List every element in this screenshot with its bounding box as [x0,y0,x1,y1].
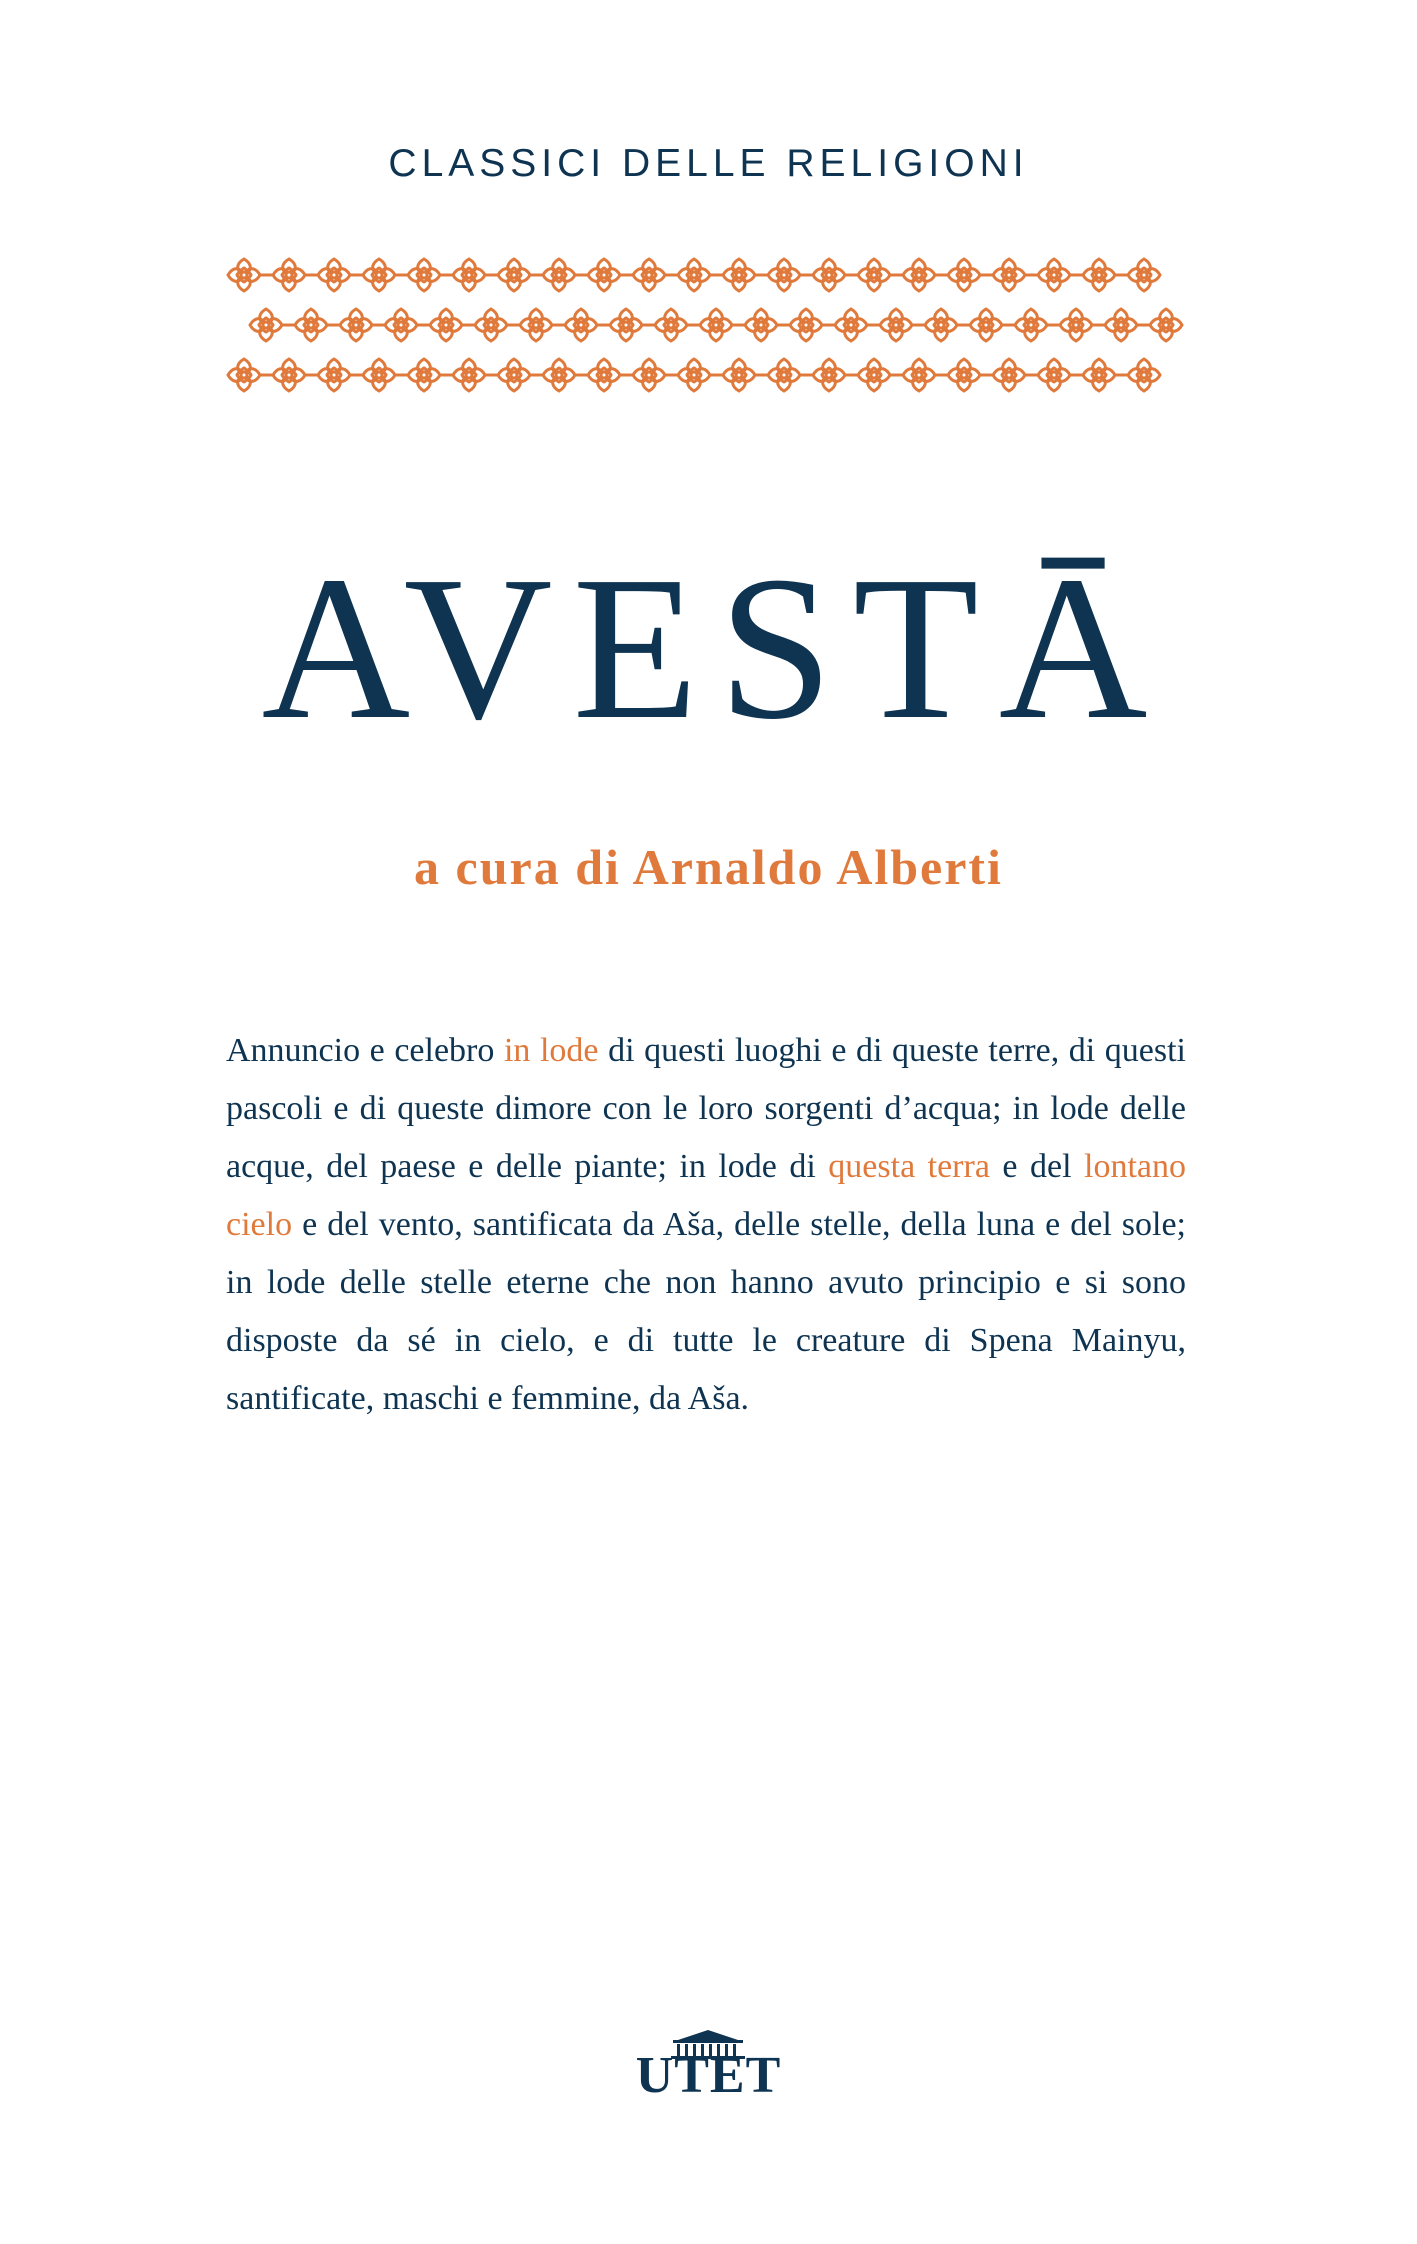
ornament-motif [318,359,350,391]
ornament-border [226,255,1191,455]
ornament-motif [228,259,260,291]
ornament-motif [993,259,1025,291]
ornament-motif [498,259,530,291]
ornament-motif [1105,309,1137,341]
ornament-motif [588,259,620,291]
ornament-motif [453,359,485,391]
ornament-motif [318,259,350,291]
quote-text: e del [989,1148,1085,1185]
ornament-motif [745,309,777,341]
quote-text: Annuncio e celebro [226,1032,504,1069]
ornament-motif [1128,259,1160,291]
ornament-motif [408,359,440,391]
ornament-motif [295,309,327,341]
ornament-motif [700,309,732,341]
ornament-motif [835,309,867,341]
ornament-motif [678,359,710,391]
ornament-motif [993,359,1025,391]
ornament-motif [1060,309,1092,341]
ornament-motif [1128,359,1160,391]
ornament-motif [543,259,575,291]
quote-text: di questi luoghi e di queste terre, di questi pascoli e di queste dimore con le loro sorgenti d’acqua; in lode delle acque, del paese e delle piante; in lode di [226,1032,1187,1185]
ornament-row [228,359,1160,391]
ornament-motif [903,359,935,391]
ornament-motif [655,309,687,341]
ornament-motif [790,309,822,341]
ornament-motif [723,359,755,391]
series-title: CLASSICI DELLE RELIGIONI [388,142,1029,185]
ornament-motif [588,359,620,391]
ornament-motif [340,309,372,341]
ornament-motif [1150,309,1182,341]
ornament-motif [970,309,1002,341]
ornament-motif [925,309,957,341]
quote-text: e del vento, santificata da Aša, delle stelle, della luna e del sole; in lode delle stelle eterne che non hanno avuto principio e si sono disposte da sé in cielo, e di tutte le creature di Spena Mainyu, santificate, maschi e femmine, da Aša. [226,1206,1186,1417]
ornament-motif [273,359,305,391]
ornament-motif [543,359,575,391]
quote-highlight: in lode [503,1032,599,1069]
ornament-motif [520,309,552,341]
ornament-motif [1038,259,1070,291]
ornament-motif [1083,259,1115,291]
ornament-motif [250,309,282,341]
ornament-motif [1015,309,1047,341]
ornament-motif [408,259,440,291]
ornament-motif [633,359,665,391]
publisher-logo-text: UTET [635,2047,782,2104]
ornament-motif [273,259,305,291]
ornament-motif [813,259,845,291]
ornament-row [228,259,1160,291]
ornament-motif [723,259,755,291]
ornament-motif [1083,359,1115,391]
ornament-motif [498,359,530,391]
ornament-motif [610,309,642,341]
quote-paragraph [226,1022,1186,1428]
ornament-motif [228,359,260,391]
ornament-motif [453,259,485,291]
ornament-motif [903,259,935,291]
ornament-motif [385,309,417,341]
ornament-motif [858,359,890,391]
ornament-motif [880,309,912,341]
ornament-row [250,309,1182,341]
quote-highlight: lontano cielo [226,1148,1186,1243]
ornament-motif [363,259,395,291]
ornament-motif [363,359,395,391]
ornament-motif [768,359,800,391]
ornament-motif [1038,359,1070,391]
ornament-motif [565,309,597,341]
ornament-motif [948,359,980,391]
ornament-motif [768,259,800,291]
ornament-motif [858,259,890,291]
editor-credit: a cura di Arnaldo Alberti [414,839,1003,895]
ornament-motif [430,309,462,341]
ornament-motif [475,309,507,341]
quote-highlight: questa terra [828,1148,990,1185]
ornament-motif [633,259,665,291]
ornament-motif [813,359,845,391]
ornament-motif [678,259,710,291]
book-title: AVESTĀ [261,533,1168,762]
ornament-motif [948,259,980,291]
